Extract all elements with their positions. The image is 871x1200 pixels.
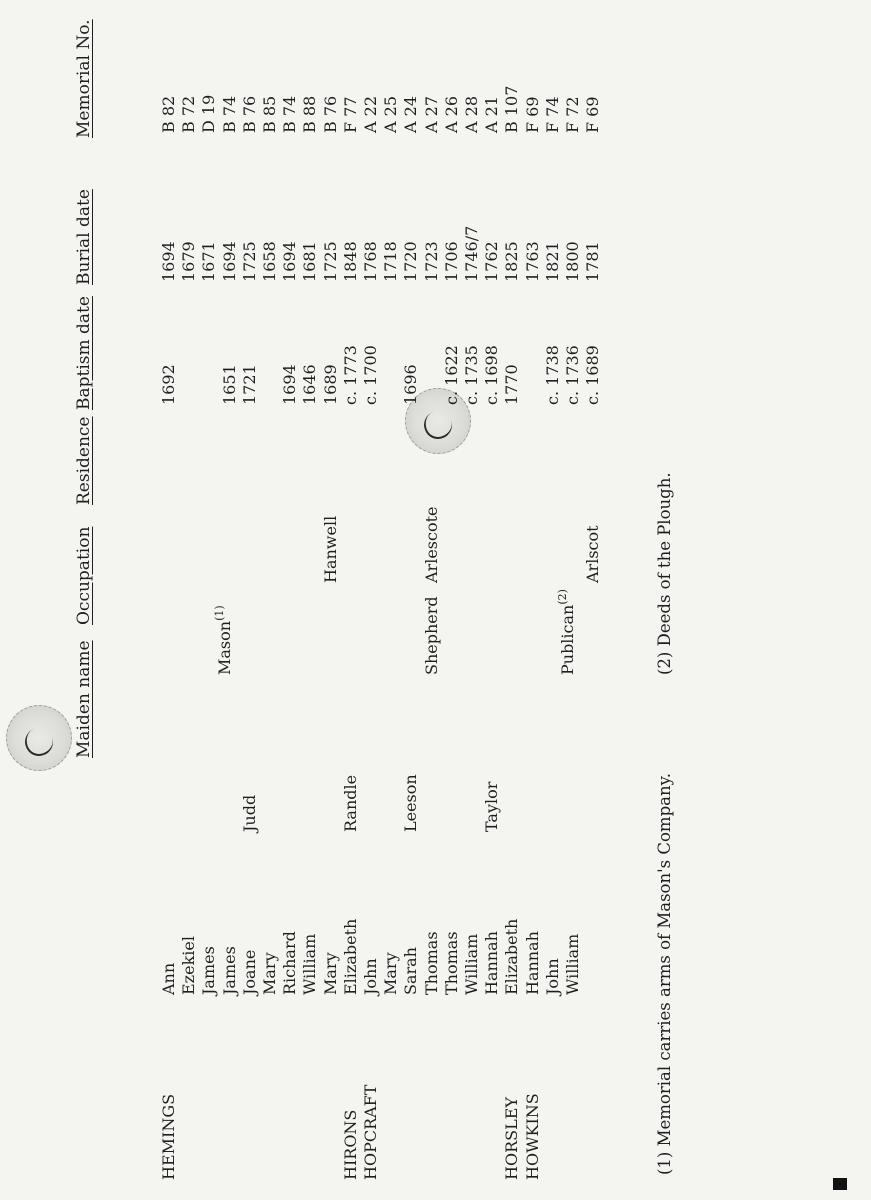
burial-date: 1720 <box>401 241 421 282</box>
given-name: John <box>542 958 562 995</box>
given-name: James <box>199 946 219 995</box>
memorial-number: B 74 <box>280 95 300 133</box>
baptism-date: c. 1736 <box>563 345 582 405</box>
memorial-number: F 69 <box>583 96 603 133</box>
burial-date: 1821 <box>542 241 562 282</box>
baptism-date: c. 1698 <box>482 345 502 405</box>
given-name: Elizabeth <box>502 918 522 995</box>
baptism-date: 1770 <box>502 364 522 405</box>
burial-date: 1723 <box>421 241 441 282</box>
memorial-number: F 69 <box>522 96 542 133</box>
baptism-date: 1646 <box>300 364 320 405</box>
given-name: Elizabeth <box>340 918 360 995</box>
baptism-date: 1694 <box>280 364 300 405</box>
baptism-date: 1692 <box>159 364 178 405</box>
footnote-marker: (2) <box>555 589 569 605</box>
memorial-number: A 26 <box>441 96 461 133</box>
baptism-date: c. 1738 <box>542 345 562 405</box>
memorial-number: A 25 <box>381 96 401 133</box>
baptism-date: 1696 <box>401 364 421 405</box>
memorial-number: F 72 <box>563 96 582 133</box>
occupation-text: Mason <box>214 620 234 675</box>
occupation-text: Publican <box>557 604 577 675</box>
burial-date: 1800 <box>563 241 582 282</box>
given-name: Joane <box>239 949 259 995</box>
footnote-2: (2) Deeds of the Plough. <box>655 472 674 675</box>
given-name: Mary <box>260 952 279 995</box>
memorial-number: B 85 <box>260 95 279 133</box>
header-maiden-name: Maiden name <box>74 640 94 758</box>
baptism-date: c. 1622 <box>441 345 461 405</box>
given-name: Sarah <box>401 947 421 995</box>
footnote-marker: (1) <box>212 605 226 621</box>
memorial-number: B 74 <box>219 95 239 133</box>
maiden-name: Randle <box>340 774 360 832</box>
corner-mark <box>833 1178 847 1190</box>
memorial-number: A 28 <box>462 96 481 133</box>
memorial-number: A 21 <box>482 96 502 133</box>
burial-date: 1694 <box>219 241 239 282</box>
header-baptism-date: Baptism date <box>74 296 94 410</box>
given-name: Ezekiel <box>179 936 199 995</box>
given-name: James <box>219 946 239 995</box>
baptism-date: 1689 <box>320 364 340 405</box>
memorial-number: B 72 <box>179 95 199 133</box>
header-memorial-no: Memorial No. <box>74 19 94 138</box>
maiden-name: Leeson <box>401 774 421 832</box>
baptism-date: c. 1700 <box>361 345 380 405</box>
given-name: Thomas <box>441 931 461 995</box>
memorial-number: A 27 <box>421 96 441 133</box>
given-name: Hannah <box>482 931 502 995</box>
residence: Hanwell <box>320 515 340 583</box>
burial-date: 1658 <box>260 241 279 282</box>
memorial-number: F 74 <box>542 96 562 133</box>
memorial-number: B 88 <box>300 95 320 133</box>
given-name: John <box>361 958 380 995</box>
memorial-number: A 22 <box>361 96 380 133</box>
given-name: Mary <box>381 952 401 995</box>
burial-date: 1848 <box>340 241 360 282</box>
burial-date: 1725 <box>320 241 340 282</box>
burial-date: 1671 <box>199 241 219 282</box>
surname: HOPCRAFT <box>361 1084 380 1180</box>
maiden-name: Taylor <box>482 781 502 832</box>
header-residence: Residence <box>74 416 94 505</box>
burial-date: 1781 <box>583 241 603 282</box>
occupation <box>553 589 578 675</box>
footnote-1: (1) Memorial carries arms of Mason's Company. <box>655 773 674 1175</box>
baptism-date: 1721 <box>239 364 259 405</box>
burial-date: 1725 <box>239 241 259 282</box>
memorial-number: F 77 <box>340 96 360 133</box>
memorial-number: D 19 <box>199 94 219 133</box>
maiden-name: Judd <box>239 794 259 832</box>
given-name: Hannah <box>522 931 542 995</box>
given-name: Ann <box>159 962 178 995</box>
burial-date: 1706 <box>441 241 461 282</box>
residence: Arlescote <box>421 506 441 583</box>
baptism-date: c. 1773 <box>340 345 360 405</box>
occupation <box>210 605 235 675</box>
given-name: Mary <box>320 952 340 995</box>
burial-date: 1694 <box>159 241 178 282</box>
baptism-date: c. 1735 <box>462 345 481 405</box>
burial-date: 1825 <box>502 241 522 282</box>
occupation-text: Shepherd <box>421 596 441 675</box>
memorial-number: B 76 <box>320 95 340 133</box>
given-name: Richard <box>280 931 300 995</box>
surname: HEMINGS <box>159 1093 178 1180</box>
given-name: William <box>462 933 481 995</box>
burial-date: 1694 <box>280 241 300 282</box>
burial-date: 1762 <box>482 241 502 282</box>
baptism-date: 1651 <box>219 364 239 405</box>
memorial-number: B 107 <box>502 85 522 133</box>
memorial-number: B 76 <box>239 95 259 133</box>
burial-date: 1679 <box>179 241 199 282</box>
baptism-date: c. 1689 <box>583 345 603 405</box>
given-name: Thomas <box>421 931 441 995</box>
memorial-number: B 82 <box>159 95 178 133</box>
memorial-number: A 24 <box>401 96 421 133</box>
occupation <box>422 596 442 675</box>
surname: HORSLEY <box>502 1097 522 1180</box>
given-name: William <box>300 933 320 995</box>
burial-date: 1681 <box>300 241 320 282</box>
given-name: William <box>563 933 582 995</box>
burial-date: 1718 <box>381 241 401 282</box>
header-occupation: Occupation <box>74 526 94 625</box>
residence: Arlscot <box>583 525 603 583</box>
burial-date: 1746/7 <box>462 225 481 282</box>
burial-date: 1768 <box>361 241 380 282</box>
surname: HIRONS <box>340 1109 360 1180</box>
burial-date: 1763 <box>522 241 542 282</box>
surname: HOWKINS <box>522 1093 542 1180</box>
header-burial-date: Burial date <box>74 189 94 285</box>
